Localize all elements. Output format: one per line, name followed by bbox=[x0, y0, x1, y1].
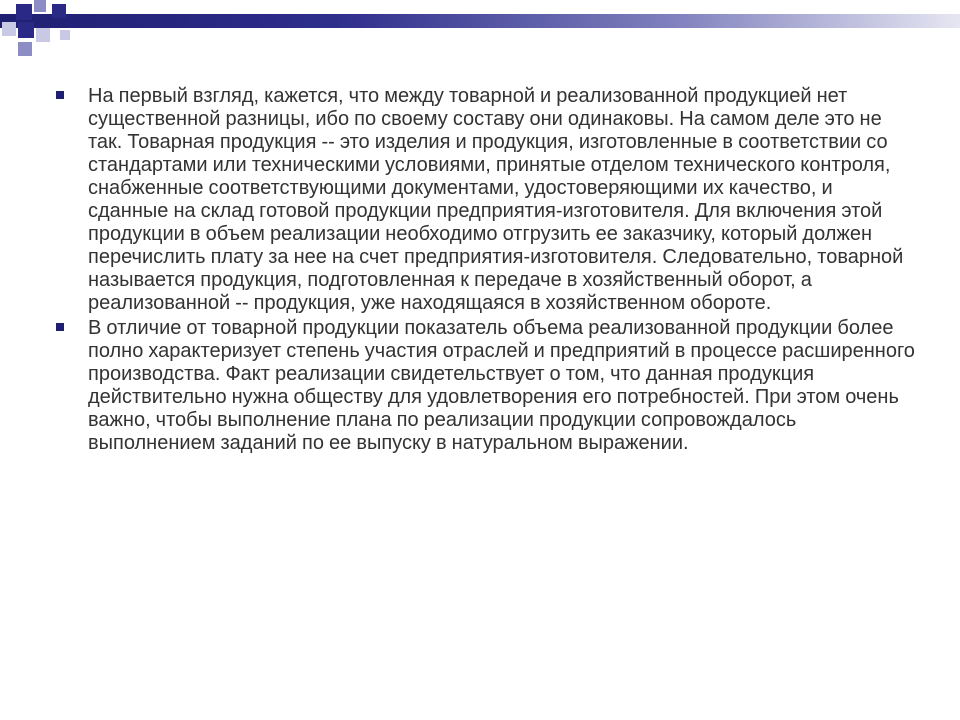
decor-square bbox=[2, 22, 16, 36]
decor-square bbox=[16, 4, 32, 20]
slide-body bbox=[56, 85, 916, 457]
decor-square bbox=[18, 22, 34, 38]
bullet-item bbox=[56, 317, 916, 455]
header-gradient-bar bbox=[0, 14, 960, 28]
decor-square bbox=[36, 28, 50, 42]
bullet-text: На первый взгляд, кажется, что между товарной и реализованной продукцией нет существенной разницы, ибо по своему составу они одинаковы. На самом деле это не так. Товарная продукция -- это изделия и продукция, изготовленные в соответствии со стандартами или техническими условиями, принятые отделом технического контроля, снабженные соответствующими документами, удостоверяющими их качество, и сданные на склад готовой продукции предприятия-изготовителя. Для включения этой продукции в объем реализации необходимо отгрузить ее заказчику, который должен перечислить плату за нее на счет предприятия-изготовителя. Следовательно, товарной называется продукция, подготовленная к передаче в хозяйственный оборот, а реализованной -- продукция, уже находящаяся в хозяйственном обороте. bbox=[88, 85, 904, 314]
bullet-item bbox=[56, 85, 916, 315]
decor-square bbox=[34, 0, 46, 12]
square-bullet-icon bbox=[56, 91, 64, 99]
bullet-text: В отличие от товарной продукции показатель объема реализованной продукции более полно характеризует степень участия отраслей и предприятий в процессе расширенного производства. Факт реализации свидетельствует о том, что данная продукция действительно нужна обществу для удовлетворения его потребностей. При этом очень важно, чтобы выполнение плана по реализации продукции сопровождалось выполнением заданий по ее выпуску в натуральном выражении. bbox=[88, 317, 915, 454]
decor-square bbox=[18, 42, 32, 56]
decor-square bbox=[60, 30, 70, 40]
header-decoration bbox=[0, 0, 960, 64]
square-bullet-icon bbox=[56, 323, 64, 331]
decor-square bbox=[52, 4, 66, 18]
